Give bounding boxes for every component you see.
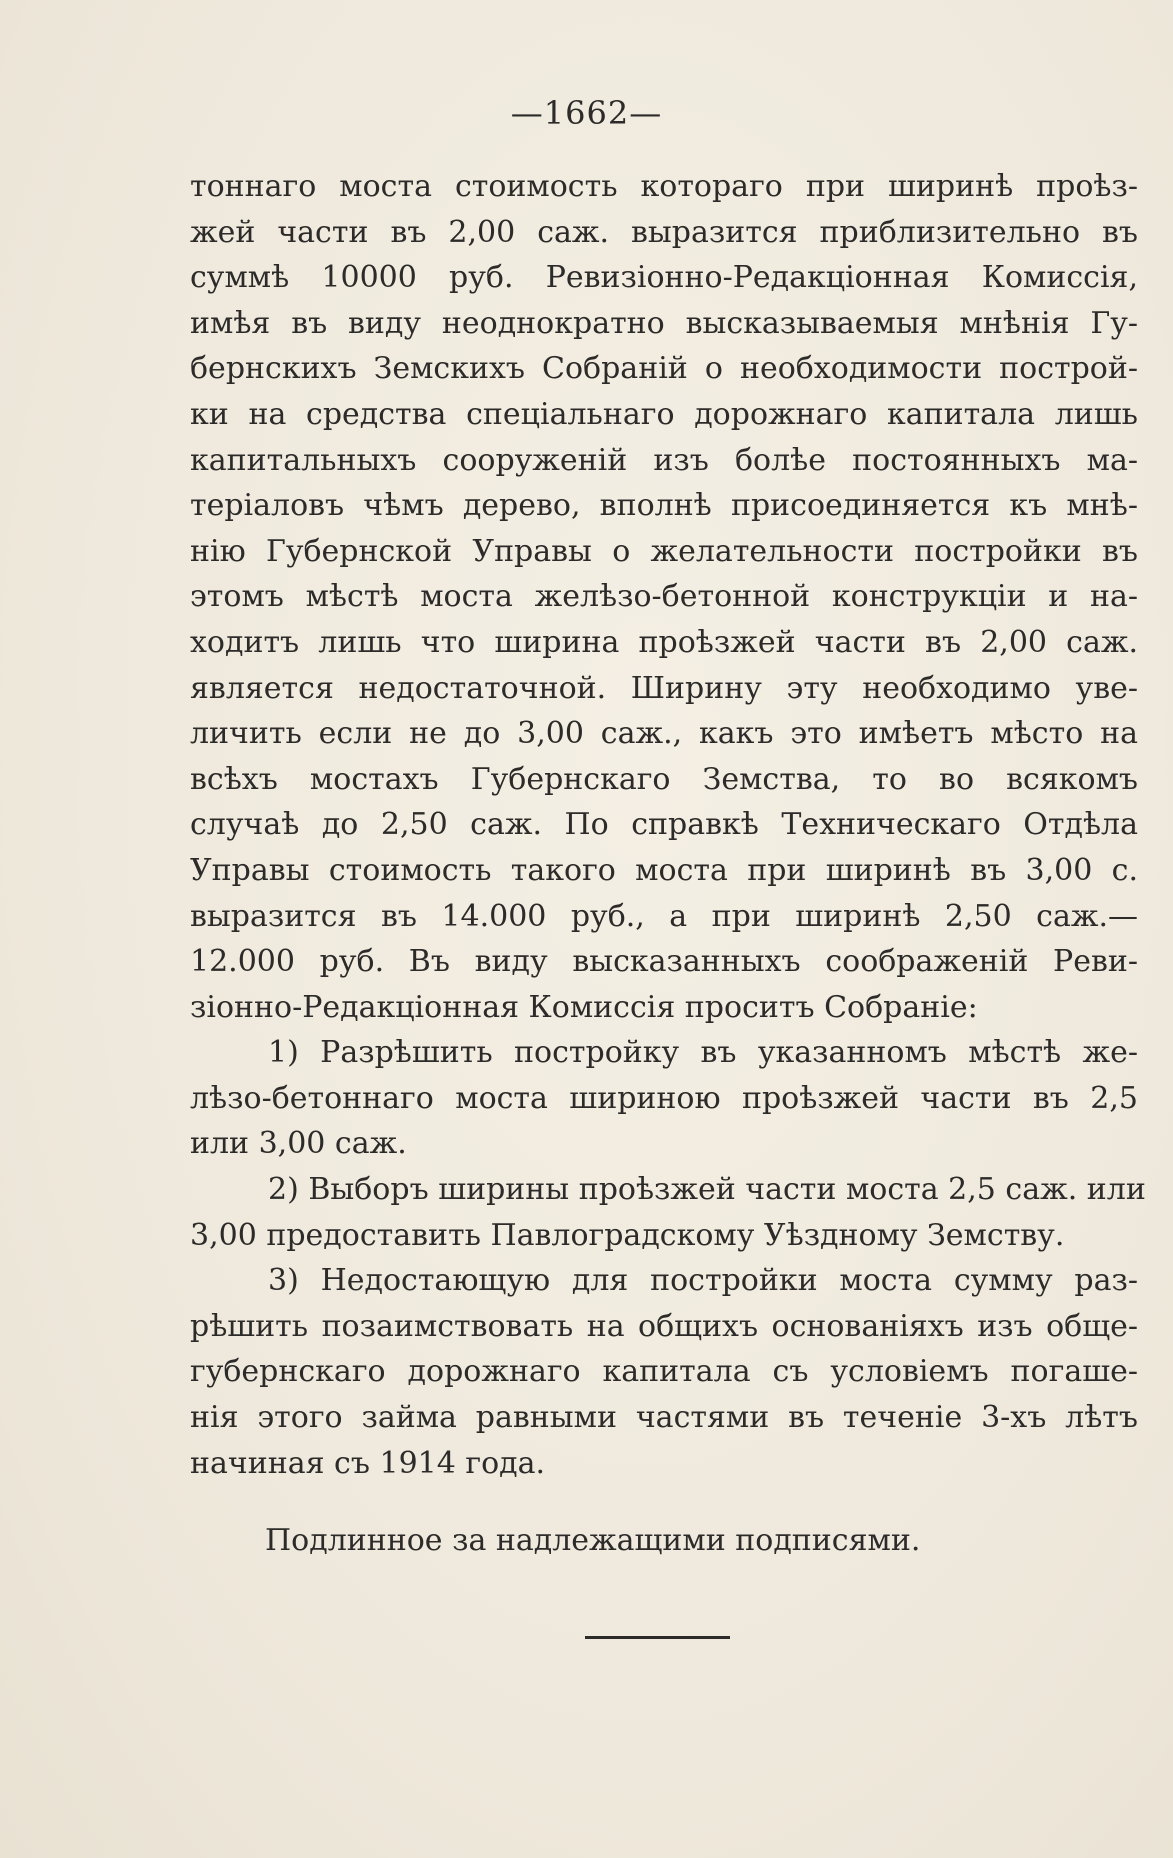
text-line: этомъ мѣстѣ моста желѣзо-бетонной конструкціи и на-	[190, 579, 1138, 615]
text-line: всѣхъ мостахъ Губернскаго Земства, то во всякомъ	[190, 761, 1138, 797]
text-line: тоннаго моста стоимость котораго при ширинѣ проѣз-	[190, 169, 1138, 204]
text-line: ки на средства спеціальнаго дорожнаго капитала лишь	[190, 396, 1138, 432]
text-line: 12.000 руб. Въ виду высказанныхъ соображеній Реви-	[190, 944, 1138, 980]
list-item-2-line: 3,00 предоставить Павлоградскому Уѣздному Земству.	[190, 1217, 1065, 1253]
text-line: является недостаточной. Ширину эту необходимо уве-	[190, 670, 1138, 706]
list-item-1-line: лѣзо-бетоннаго моста шириною проѣзжей части въ 2,5	[190, 1080, 1138, 1116]
text-line: бернскихъ Земскихъ Собраній о необходимости построй-	[190, 351, 1138, 387]
list-item-3-line: начиная съ 1914 года.	[190, 1445, 546, 1481]
text-line: личить если не до 3,00 саж., какъ это имѣетъ мѣсто на	[190, 716, 1138, 752]
list-item-1-line: 1) Разрѣшить постройку въ указанномъ мѣстѣ же-	[268, 1035, 1138, 1071]
text-line: капитальныхъ сооруженій изъ болѣе постоянныхъ ма-	[190, 442, 1138, 478]
text-line: суммѣ 10000 руб. Ревизіонно-Редакціонная Комиссія,	[190, 260, 1138, 296]
text-line: жей части въ 2,00 саж. выразится приблизительно въ	[190, 214, 1138, 250]
list-item-3-line: нія этого займа равными частями въ теченіе 3-хъ лѣтъ	[190, 1400, 1138, 1436]
text-line: зіонно-Редакціонная Комиссія проситъ Собраніе:	[190, 989, 978, 1025]
list-item-3-line: 3) Недостающую для постройки моста сумму раз-	[268, 1263, 1138, 1299]
signature-note: Подлинное за надлежащими подписями.	[265, 1523, 921, 1558]
text-line: ходитъ лишь что ширина проѣзжей части въ 2,00 саж.	[190, 624, 1138, 660]
body-text	[190, 164, 1146, 1486]
closing-rule	[585, 1636, 730, 1639]
text-line: Управы стоимость такого моста при ширинѣ въ 3,00 с.	[190, 852, 1138, 888]
text-line: имѣя въ виду неоднократно высказываемыя мнѣнія Гу-	[190, 305, 1138, 341]
page-number: —1662—	[510, 94, 663, 132]
list-item-3-line: рѣшить позаимствовать на общихъ основаніяхъ изъ обще-	[190, 1308, 1138, 1344]
list-item-3-line: губернскаго дорожнаго капитала съ условіемъ погаше-	[190, 1354, 1138, 1390]
list-item-2-line: 2) Выборъ ширины проѣзжей части моста 2,5 саж. или	[268, 1172, 1146, 1208]
text-line: теріаловъ чѣмъ дерево, вполнѣ присоединяется къ мнѣ-	[190, 488, 1138, 524]
list-item-1-line: или 3,00 саж.	[190, 1126, 407, 1162]
text-line: случаѣ до 2,50 саж. По справкѣ Техническаго Отдѣла	[190, 807, 1138, 843]
text-line: нію Губернской Управы о желательности постройки въ	[190, 533, 1138, 569]
text-line: выразится въ 14.000 руб., а при ширинѣ 2,50 саж.—	[190, 898, 1138, 934]
